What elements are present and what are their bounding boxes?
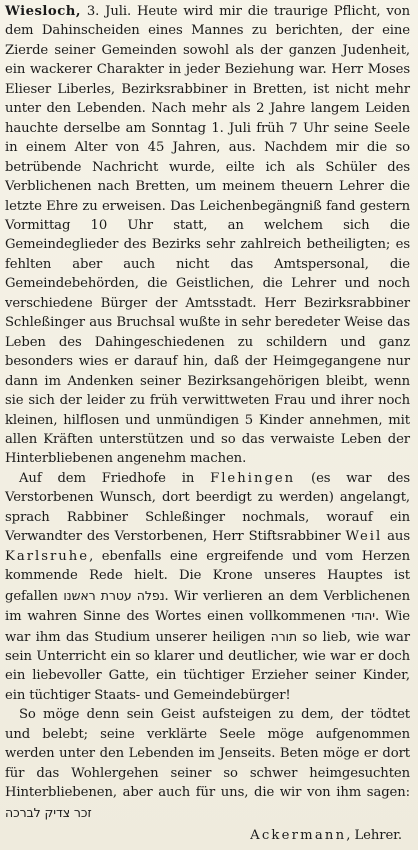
hebrew-phrase-blessing: זכר צדיק לברכה [5, 804, 92, 820]
paragraph-1-text: Heute wird mir die traurige Pflicht, von dem Dahinscheiden eines Mannes zu berichten, der eine Zierde seiner Gemeinden sowohl als der ganzen Judenheit, ein wackerer Charakter in jeder Beziehung war. Herr Moses Elieser Liberles, Bezirksrabbiner in Bretten, ist nicht mehr unter den Lebenden. Nach mehr als 2 Jahre langem Leiden hauchte derselbe am Sonntag 1. Juli früh 7 Uhr seine Seele in einem Alter von 45 Jahren, aus. Nachdem mir die so betrübende Nachricht wurde, eilte ich als Schüler des Verblichenen nach Bretten, um meinem theuern Lehrer die letzte Ehre zu erweisen. Das Leichenbegängniß fand gestern Vormittag 10 Uhr statt, an welchem sich die Gemeindeglieder des Bezirks sehr zahlreich betheiligten; es fehlten aber auch nicht das Amtspersonal, die Gemeindebehörden, die Geistlichen, die Lehrer und noch verschiedene Bürger der Amtsstadt. Herr Bezirksrabbiner Schleßinger aus Bruchsal wußte in sehr beredeter Weise das Leben des Dahingeschiedenen zu schildern und ganz besonders wies er darauf hin, daß der Heimgegangene nur dann im Andenken seiner Bezirksangehörigen bleibt, wenn sie sich der leider zu früh verwittweten Frau und ihrer noch kleinen, hilflosen und unmündigen 5 Kinder annehmen, mit allen Kräften unterstützen und so das verwaiste Leben der Hinterbliebenen angenehm machen. [5, 4, 410, 467]
paragraph-2-text-b: (es war des Verstorbenen Wunsch, dort beerdigt zu werden) angelangt, sprach Rabbiner Schleßinger nochmals, worauf ein Verwandter des Verstorbenen, Herr Stiftsrabbiner [5, 470, 410, 545]
paragraph-3 [5, 705, 410, 823]
dateline-date: 3. Juli. [80, 4, 132, 19]
paragraph-2-text-g: so lieb, wie war sein Unterricht ein so klarer und deutlicher, wie war er doch ein liebevoller Gatte, ein tüchtiger Erzieher seiner Kinder, ein tüchtiger Staats- und Gemeindebürger! [5, 629, 410, 703]
paragraph-2-text-c: aus [382, 529, 410, 545]
paragraph-1 [5, 2, 410, 469]
hebrew-word-torah: תורה [270, 628, 298, 644]
paragraph-2 [5, 469, 410, 705]
obituary-article [5, 2, 410, 845]
hebrew-word-jehudi: יהודי [351, 608, 375, 624]
paragraph-2-text-e: . Wir verlieren an dem Verblichenen im wahren Sinne des Wortes einen vollkommenen [5, 588, 410, 625]
paragraph-3-text: So möge denn sein Geist aufsteigen zu dem, der tödtet und belebt; seine verklärte Seele möge aufgenommen werden unter den Lebenden im Jenseits. Beten möge er dort für das Wohlergehen seiner so schwer heimgesuchten Hinterbliebenen, aber auch für uns, die wir von ihm sagen: [5, 707, 410, 801]
paragraph-2-text-a: Auf dem Friedhofe in [19, 470, 211, 486]
dateline-place: Wiesloch, [5, 4, 81, 19]
paragraph-2-text-f: . Wie war ihm das Studium unserer heiligen [5, 609, 410, 645]
name-weil: Weil [345, 529, 383, 545]
signature [5, 826, 410, 845]
hebrew-phrase-crown: נפלה עטרת ראשנו [63, 587, 165, 603]
paragraph-2-text-d: , ebenfalls eine ergreifende und vom Herzen kommende Rede hielt. Die Krone unseres Hauptes ist gefallen [5, 548, 410, 604]
signature-title: , Lehrer. [346, 828, 402, 844]
signature-name: Ackermann [250, 828, 347, 844]
place-flehingen: Flehingen [210, 470, 296, 486]
city-karlsruhe: Karlsruhe [5, 548, 90, 564]
